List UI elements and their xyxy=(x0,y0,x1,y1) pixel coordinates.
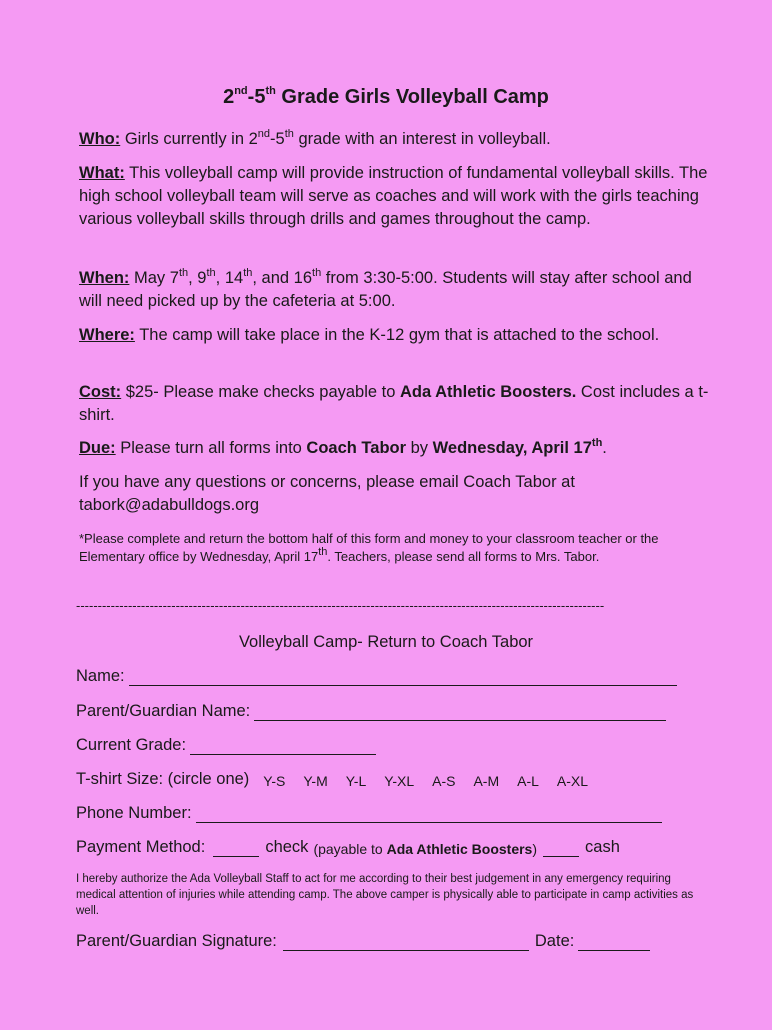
return-note: *Please complete and return the bottom half of this form and money to your classroom teacher or the Elementary office by Wednesday, April 17th. Teachers, please send all forms to Mrs. Tabor. xyxy=(79,531,659,564)
size-option[interactable]: Y-S xyxy=(263,773,286,789)
who-paragraph: Who: Girls currently in 2nd-5th grade with an interest in volleyball. xyxy=(79,127,551,148)
parent-name-label: Parent/Guardian Name: xyxy=(76,702,251,720)
authorization-statement: I hereby authorize the Ada Volleyball Staff to act for me according to their best judgement in any emergency requiring medical attention of injuries while attending camp. The above camper is physically able to participate in camp activities as well. xyxy=(76,873,694,917)
what-label: What: xyxy=(79,164,125,182)
check-blank[interactable] xyxy=(213,838,259,857)
when-label: When: xyxy=(79,269,130,287)
questions-paragraph: If you have any questions or concerns, please email Coach Tabor at tabork@adabulldogs.org xyxy=(79,473,575,514)
grade-input-line[interactable] xyxy=(190,736,376,755)
signature-label: Parent/Guardian Signature: xyxy=(76,932,277,950)
date-label: Date: xyxy=(534,932,575,950)
size-option[interactable]: A-L xyxy=(517,773,539,789)
name-field xyxy=(76,667,677,686)
what-paragraph: What: This volleyball camp will provide instruction of fundamental volleyball skills. The high school volleyball team will serve as coaches and will work with the girls teaching various volleyball skills through drills and games throughout the camp. xyxy=(79,164,708,228)
size-option[interactable]: Y-XL xyxy=(384,773,415,789)
tshirt-label: T-shirt Size: (circle one) xyxy=(76,770,250,788)
size-option[interactable]: Y-L xyxy=(345,773,367,789)
cash-option-label: cash xyxy=(585,838,620,856)
size-option[interactable]: Y-M xyxy=(303,773,328,789)
tshirt-size-options xyxy=(263,773,606,789)
where-paragraph: Where: The camp will take place in the K-12 gym that is attached to the school. xyxy=(79,326,660,344)
tshirt-field xyxy=(76,770,606,789)
date-input-line[interactable] xyxy=(578,932,650,951)
grade-label: Current Grade: xyxy=(76,736,187,754)
payment-label: Payment Method: xyxy=(76,838,206,856)
signature-field xyxy=(76,932,650,951)
cash-blank[interactable] xyxy=(543,838,579,857)
due-paragraph: Due: Please turn all forms into Coach Tabor by Wednesday, April 17th. xyxy=(79,436,607,457)
where-label: Where: xyxy=(79,326,135,344)
parent-name-input-line[interactable] xyxy=(254,702,666,721)
name-input-line[interactable] xyxy=(129,667,677,686)
form-title: Volleyball Camp- Return to Coach Tabor xyxy=(238,633,534,651)
name-label: Name: xyxy=(76,667,125,685)
due-label: Due: xyxy=(79,439,116,457)
cost-label: Cost: xyxy=(79,383,122,401)
size-option[interactable]: A-M xyxy=(473,773,500,789)
check-option-label: check xyxy=(265,838,309,856)
size-option[interactable]: A-S xyxy=(432,773,456,789)
when-paragraph: When: May 7th, 9th, 14th, and 16th from 3:30-5:00. Students will stay after school and will need picked up by the cafeteria at 5:00. xyxy=(79,266,692,310)
page-title: 2nd-5th Grade Girls Volleyball Camp xyxy=(223,85,549,108)
cut-line: -------------------------------------------------------------------------------------------------------------------------- xyxy=(76,598,605,613)
parent-name-field xyxy=(76,702,666,721)
phone-label: Phone Number: xyxy=(76,804,192,822)
payment-field xyxy=(76,838,620,857)
phone-input-line[interactable] xyxy=(196,804,662,823)
who-label: Who: xyxy=(79,130,121,148)
check-payable-note: (payable to Ada Athletic Boosters) xyxy=(313,841,538,857)
grade-field xyxy=(76,736,376,755)
cost-paragraph: Cost: $25- Please make checks payable to Ada Athletic Boosters. Cost includes a t-shirt. xyxy=(79,383,709,424)
signature-input-line[interactable] xyxy=(283,932,529,951)
size-option[interactable]: A-XL xyxy=(556,773,589,789)
phone-field xyxy=(76,804,662,823)
